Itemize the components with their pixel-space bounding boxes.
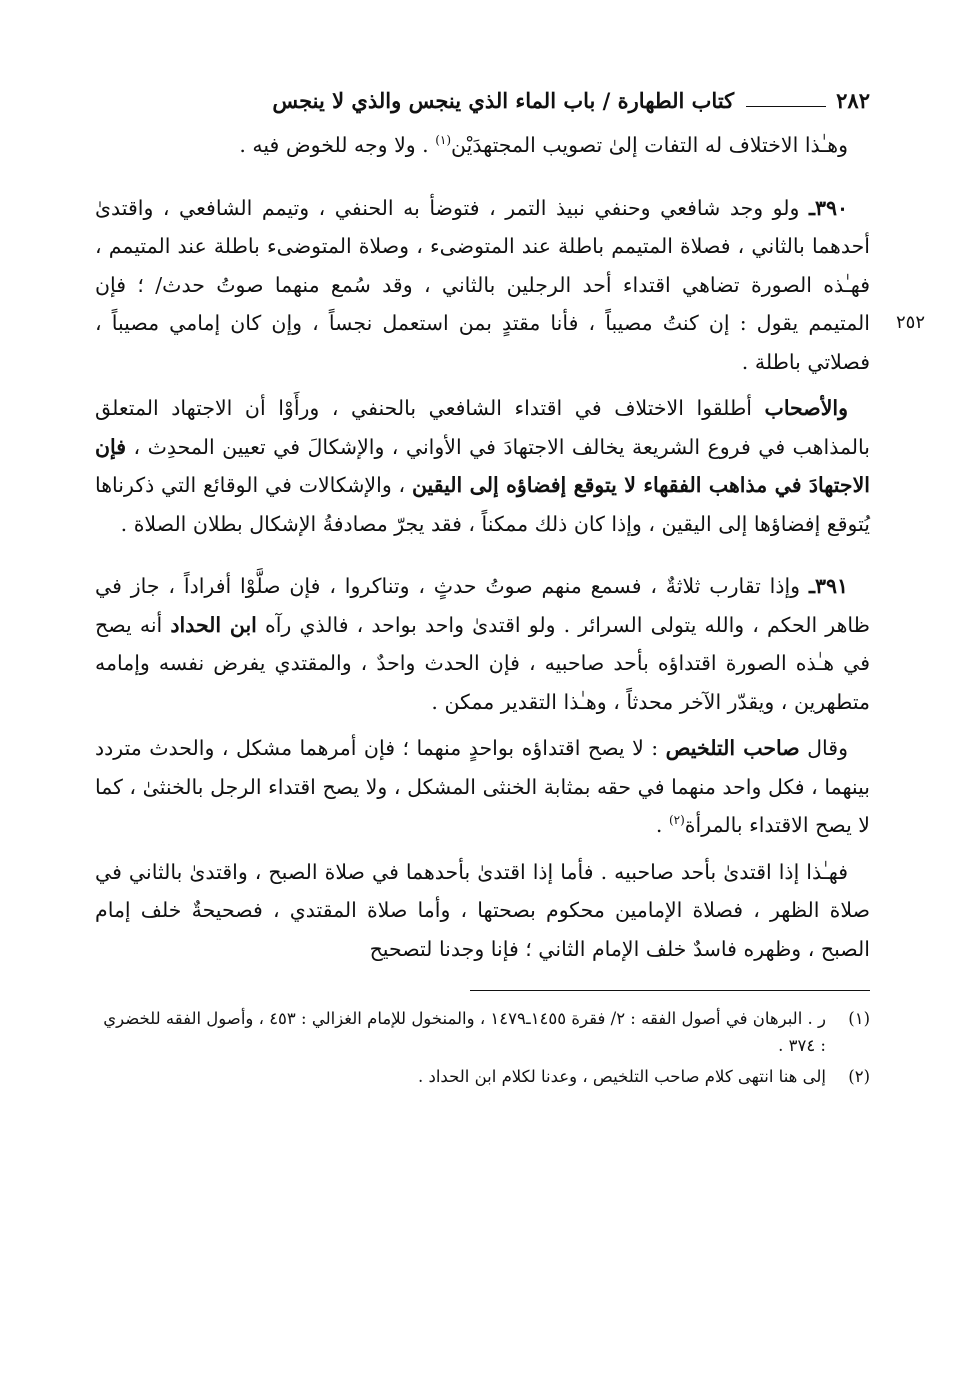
paragraph-talkhis [95,729,870,845]
paragraph-391-text-a: وإذا تقارب ثلاثةٌ ، فسمع منهم صوتُ حدثٍ ، وتناكروا ، فإن صلَّوْا أفراداً ، جاز في ظاهر الحكم ، والله يتولى السرائر . ولو اقتدىٰ واحد بواحد ، فالذي رآه [95,574,870,637]
footnote-1-number: (١) [848,1009,870,1028]
paragraph-391-text-b: أنه يصح في هـٰذه الصورة اقتداؤه بأحد صاحبيه ، فإن الحدث واحدٌ ، والمقتدي يفرض نفسه وإمامه متطهرين ، ويقدّر الآخر محدثاً ، وهـٰذا التقدير ممكن . [95,612,870,714]
ibn-al-haddad: ابن الحداد [170,612,257,637]
footnote-1-text: ر . البرهان في أصول الفقه : ٢/ فقرة ١٤٥٥ـ١٤٧٩ ، والمنخول للإمام الغزالي : ٤٥٣ ، وأصول الفقه للخضري : ٣٧٤ . [103,1009,826,1055]
footnote-ref-1: (١) [435,133,452,148]
paragraph-last [95,853,870,969]
footnote-2-text: إلى هنا انتهى كلام صاحب التلخيص ، وعدنا لكلام ابن الحداد . [418,1067,826,1086]
talkhis-text-a: وقال [799,736,848,760]
ashab-bold-b: فإن الاجتهادَ في مذاهب الفقهاء لا يتوقع إفضاؤه إلى اليقين [95,434,870,497]
footnote-2 [95,1063,870,1090]
footnote-1 [95,1005,870,1059]
ashab-text-b: ، والإشكالات في الوقائع التي ذكرناها يُتوقع إفضاؤها إلى اليقين ، وإذا كان ذلك ممكناً ، فقد يجرّ مصادفةُ الإشكال بطلان الصلاة . [95,473,870,536]
sahib-al-talkhis: صاحب التلخيص [665,736,800,760]
chapter-title: كتاب الطهارة / باب الماء الذي ينجس والذي لا ينجس [272,87,735,113]
page-number: ٢٨٢ [836,87,870,113]
talkhis-text-b: : لا يصح اقتداؤه بواحدٍ منهما ؛ فإن أمرهما مشكل ، والحدث متردد بينهما ، فكل واحد منهما في حقه بمثابة الخنثى المشكل ، ولا يصح اقتداء الرجل بالخنثىٰ ، كما لا يصح الاقتداء بالمرأة [95,736,870,837]
issue-number-391: ٣٩١ـ [808,574,848,598]
paragraph-390 [95,189,870,382]
paragraph-intro [95,126,870,165]
intro-text-end: . ولا وجه للخوض فيه . [239,133,436,157]
ashab-text-a: أطلقوا الاختلاف في اقتداء الشافعي بالحنفي ، ورأَوْا أن الاجتهاد المتعلق بالمذاهب في فروع الشريعة يخالف الاجتهادَ في الأواني ، والإشكالَ في تعيين المحدِث ، [95,396,870,459]
ashab-bold: والأصحاب [764,396,848,420]
paragraph-391 [95,567,870,721]
intro-text: وهـٰذا الاختلاف له التفات إلىٰ تصويب المجتهدَيْن [451,133,848,157]
page [95,80,925,1090]
header-rule [746,106,826,107]
paragraph-ashab [95,389,870,543]
issue-number-390: ٣٩٠ـ [808,195,848,220]
running-head [95,80,870,120]
paragraph-390-text: ولو وجد شافعي وحنفي نبيذ التمر ، فتوضأ به الحنفي ، وتيمم الشافعي ، واقتدىٰ أحدهما بالثاني ، فصلاة المتيمم باطلة عند المتوضىء ، وصلاة المتوضىء باطلة عند المتيمم ، فهـٰذه الصورة تضاهي اقتداء أحد الرجلين بالثاني ، وقد سُمع منهما صوتُ حدث/ ؛ فإن المتيمم يقول : إن كنتُ مصيباً ، فأنا مقتدٍ بمن استعمل نجساً ، وإن كان إمامي مصيباً ، فصلاتي باطلة . [95,195,870,374]
paragraph-390-wrap [95,189,925,382]
margin-page-number: ٢٥٢ [895,311,925,333]
footnote-rule [470,990,870,991]
last-paragraph-text: فهـٰذا إذا اقتدىٰ بأحد صاحبيه . فأما إذا اقتدىٰ بأحدهما في صلاة الصبح ، واقتدىٰ بالثاني في صلاة الظهر ، فصلاة الإمامين محكوم بصحتها ، وأما صلاة المقتدي ، فصحيحةٌ خلف إمام الصبح ، وظهره فاسدٌ خلف الإمام الثاني ؛ فإنا وجدنا لتصحيح [95,859,870,961]
talkhis-text-c: . [655,813,669,837]
footnote-2-number: (٢) [848,1067,870,1086]
footnote-ref-2: (٢) [668,813,685,828]
